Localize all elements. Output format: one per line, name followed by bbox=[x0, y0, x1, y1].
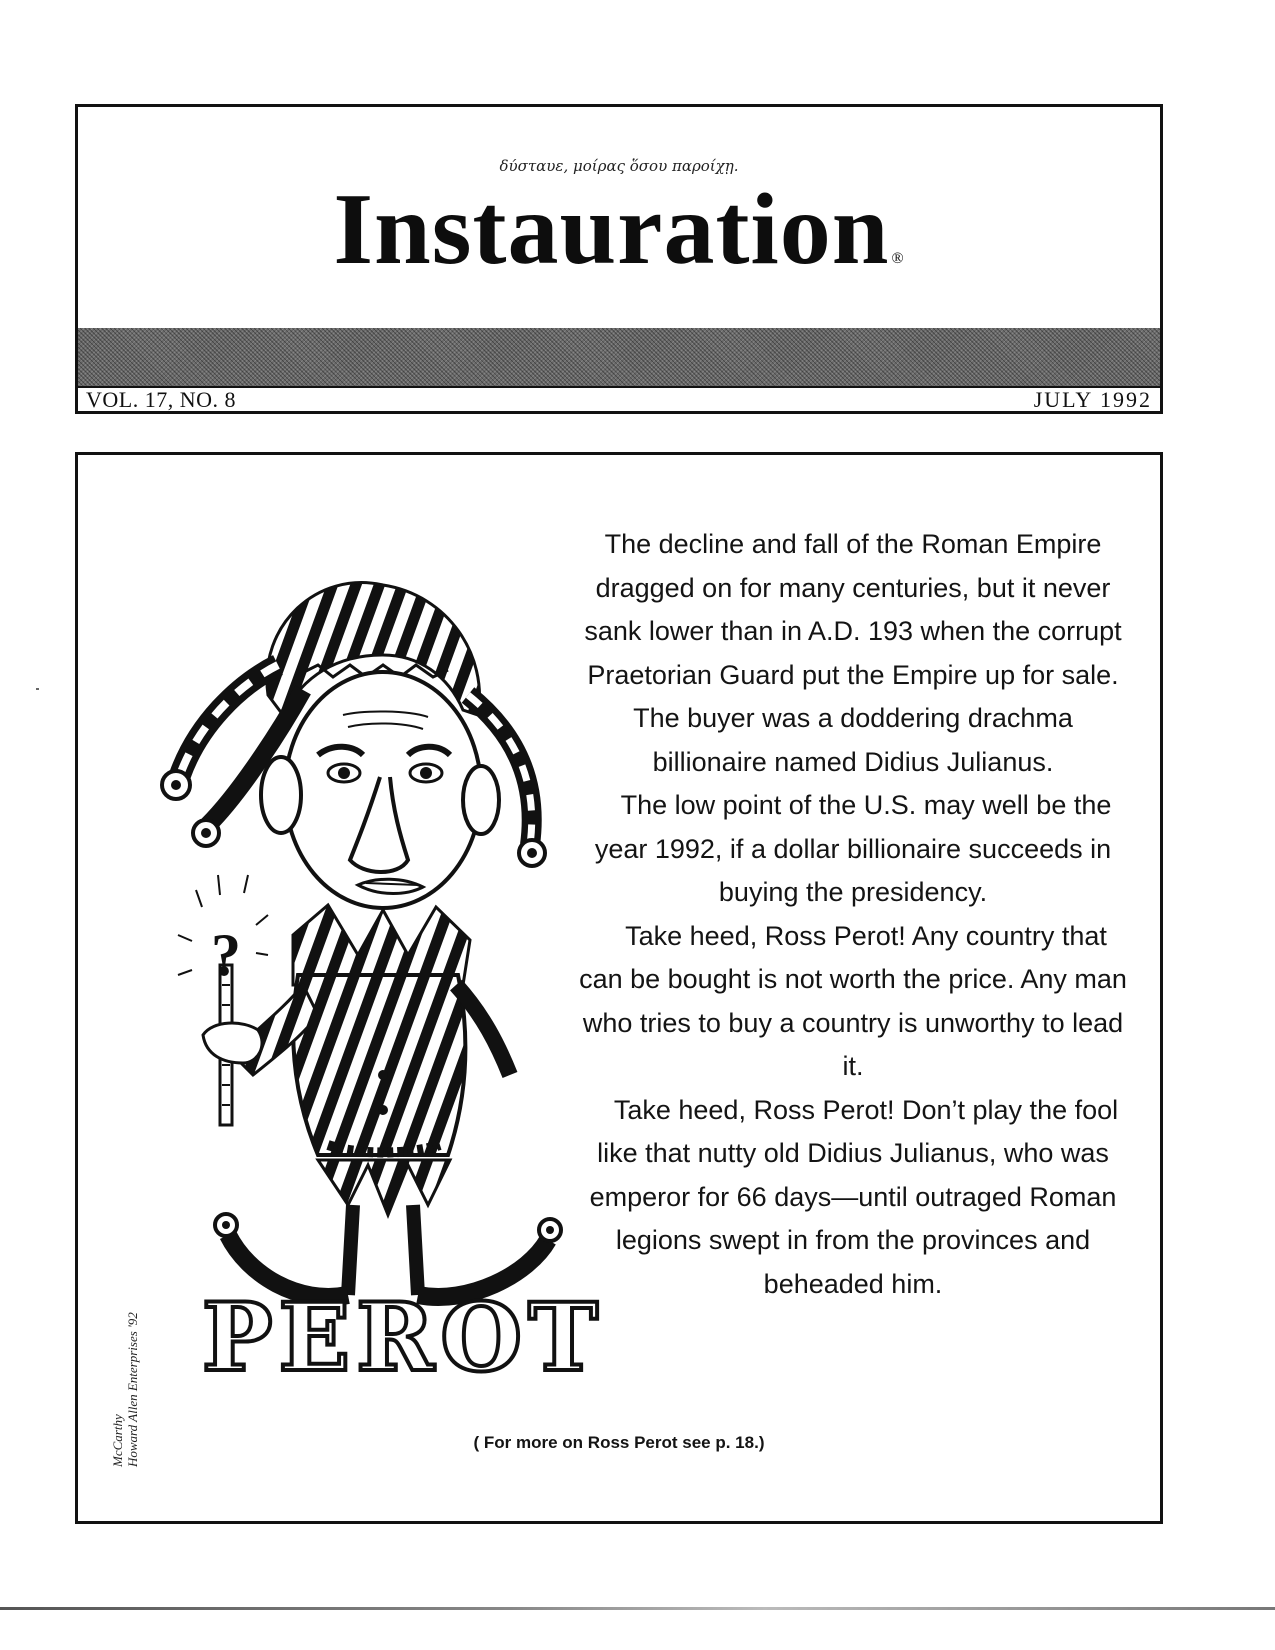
issue-info-row bbox=[78, 386, 1160, 411]
scan-speck bbox=[36, 688, 39, 690]
feature-box bbox=[75, 452, 1163, 1524]
editorial-paragraph: The decline and fall of the Roman Empire dragged on for many centuries, but it never sank lower than in A.D. 193 when the corrupt Praetorian Guard put the Empire up for sale. The buyer was a doddering drachma billionaire named Didius Julianus. bbox=[584, 529, 1122, 777]
editorial-paragraph: The low point of the U.S. may well be the year 1992, if a dollar billionaire succeeds in buying the presidency. bbox=[594, 790, 1112, 907]
question-mark: ? bbox=[211, 922, 241, 988]
jester-body bbox=[233, 905, 510, 1215]
scan-edge-line bbox=[0, 1607, 1275, 1610]
jester-cartoon bbox=[118, 515, 618, 1375]
halftone-band bbox=[78, 328, 1160, 386]
cane-with-question-mark bbox=[178, 875, 268, 1125]
editorial-paragraph: Take heed, Ross Perot! Any country that can be bought is not worth the price. Any man who tries to buy a country is unworthy to lead it. bbox=[579, 920, 1127, 1081]
artist-credit-line2: Howard Allen Enterprises '92 bbox=[125, 1312, 140, 1467]
magazine-title-text: Instauration bbox=[333, 173, 890, 286]
magazine-title bbox=[78, 173, 1160, 286]
editorial-paragraph: Take heed, Ross Perot! Don’t play the fool like that nutty old Didius Julianus, who was emperor for 66 days—until outraged Roman legions swept in from the provinces and beheaded him. bbox=[589, 1094, 1119, 1299]
cartoon-caption: PEROT bbox=[201, 1283, 605, 1375]
greek-motto: δύσταυε, μοίρας ὅσου παροίχῃ. bbox=[499, 157, 739, 175]
issue-date: JULY 1992 bbox=[1033, 387, 1152, 412]
registered-mark: ® bbox=[891, 250, 905, 267]
editorial-text bbox=[578, 523, 1128, 1306]
page-reference-note: ( For more on Ross Perot see p. 18.) bbox=[473, 1433, 765, 1452]
masthead bbox=[75, 104, 1163, 414]
artist-credit-line1: McCarthy bbox=[110, 1414, 125, 1467]
volume-number: VOL. 17, NO. 8 bbox=[86, 387, 236, 412]
